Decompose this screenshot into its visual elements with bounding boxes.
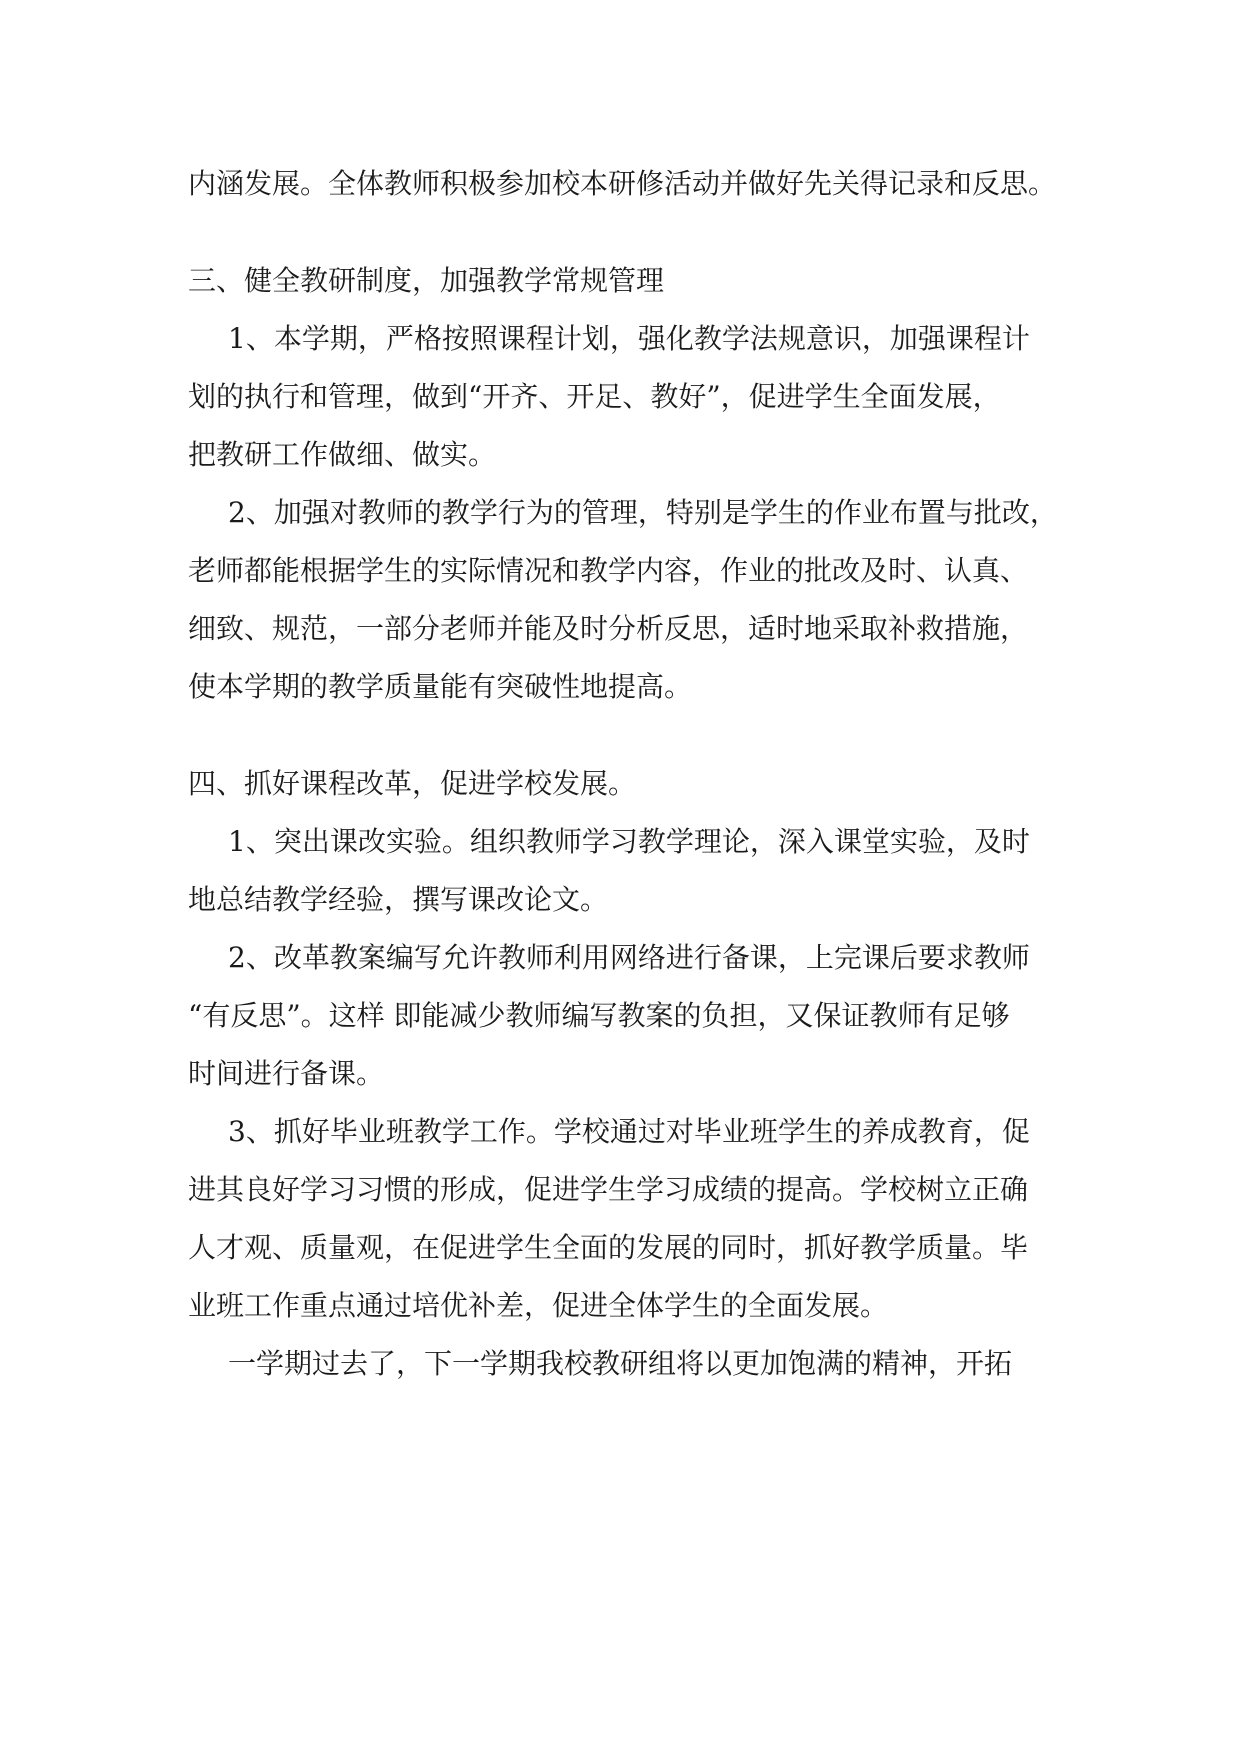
- paragraph-line-19: 业班工作重点通过培优补差，促进全体学生的全面发展。: [188, 1289, 889, 1322]
- paragraph-line-16: 3、抓好毕业班教学工作。学校通过对毕业班学生的养成教育，促: [228, 1115, 1030, 1148]
- section-heading-4: 四、抓好课程改革，促进学校发展。: [188, 767, 637, 800]
- section-heading-3: 三、健全教研制度，加强教学常规管理: [188, 264, 665, 297]
- paragraph-line-18: 人才观、质量观，在促进学生全面的发展的同时，抓好教学质量。毕: [188, 1231, 1029, 1264]
- paragraph-line-20: 一学期过去了，下一学期我校教研组将以更加饱满的精神，开拓: [228, 1347, 1013, 1380]
- paragraph-line-7: 老师都能根据学生的实际情况和教学内容，作业的批改及时、认真、: [188, 554, 1029, 587]
- paragraph-line-11: 1、突出课改实验。组织教师学习教学理论，深入课堂实验，及时: [228, 825, 1030, 858]
- paragraph-line-1: 内涵发展。全体教师积极参加校本研修活动并做好先关得记录和反思。: [188, 167, 1057, 200]
- paragraph-line-3: 1、本学期，严格按照课程计划，强化教学法规意识，加强课程计: [228, 322, 1030, 355]
- paragraph-line-15: 时间进行备课。: [188, 1057, 385, 1090]
- paragraph-line-13: 2、改革教案编写允许教师利用网络进行备课，上完课后要求教师: [228, 941, 1030, 974]
- paragraph-line-12: 地总结教学经验，撰写课改论文。: [188, 883, 609, 916]
- paragraph-line-4: 划的执行和管理，做到“开齐、开足、教好”，促进学生全面发展，: [188, 380, 1001, 413]
- paragraph-line-5: 把教研工作做细、做实。: [188, 438, 497, 471]
- paragraph-line-8: 细致、规范，一部分老师并能及时分析反思，适时地采取补救措施，: [188, 612, 1029, 645]
- paragraph-line-6: 2、加强对教师的教学行为的管理，特别是学生的作业布置与批改，: [228, 496, 1058, 529]
- paragraph-line-14: “有反思”。这样 即能减少教师编写教案的负担，又保证教师有足够: [188, 999, 1010, 1032]
- paragraph-line-17: 进其良好学习习惯的形成，促进学生学习成绩的提高。学校树立正确: [188, 1173, 1029, 1206]
- paragraph-line-9: 使本学期的教学质量能有突破性地提高。: [188, 670, 693, 703]
